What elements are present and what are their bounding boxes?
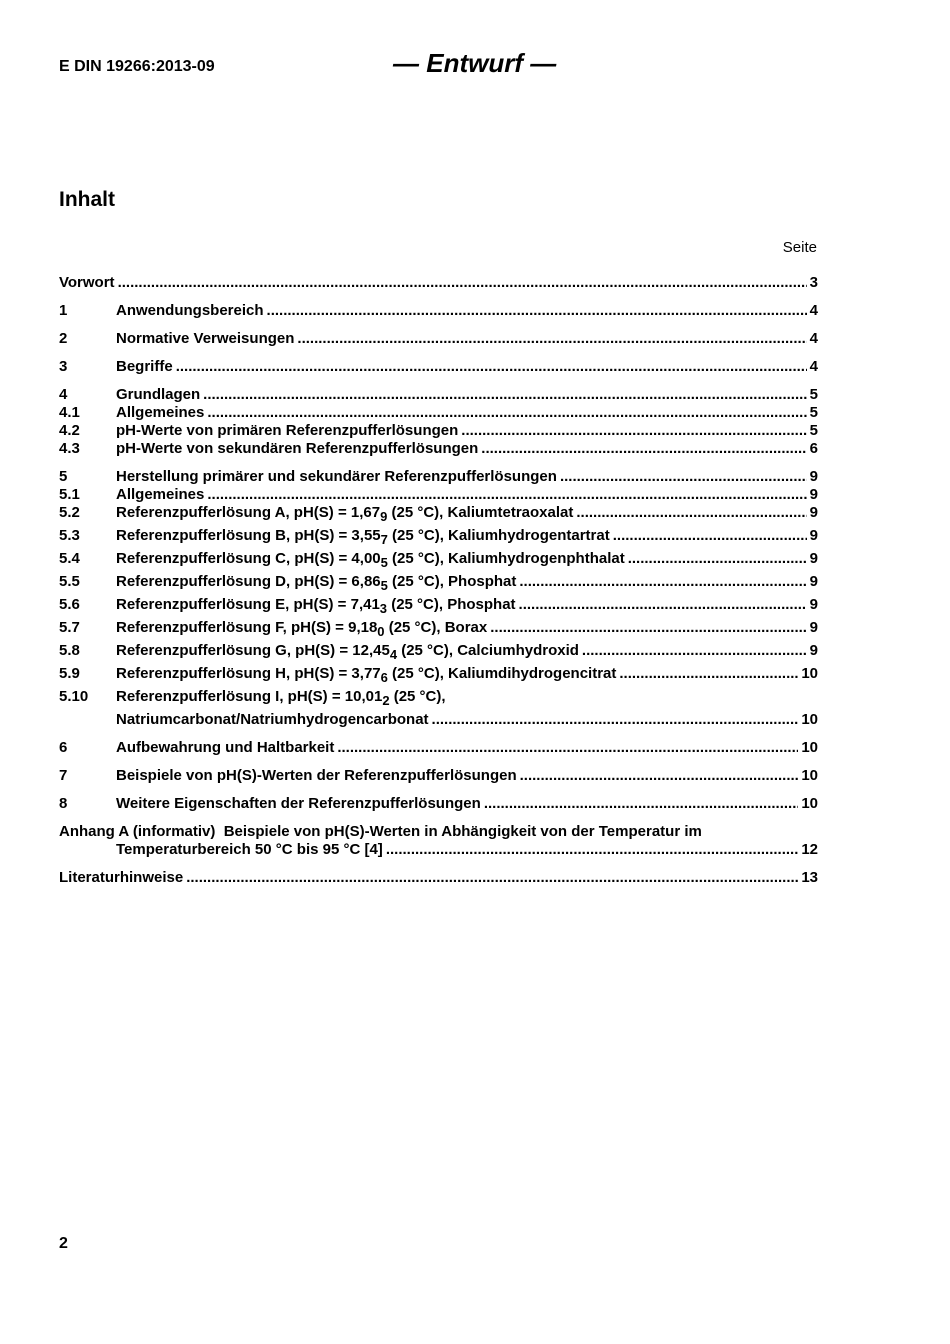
leader-dots bbox=[207, 404, 806, 422]
toc-entry-text: Temperaturbereich 50 °C bis 95 °C [4] bbox=[116, 841, 383, 858]
toc-entry-text: Begriffe bbox=[116, 358, 173, 375]
leader-dots bbox=[484, 795, 799, 813]
ph-subscript: 5 bbox=[380, 578, 388, 593]
toc-section-number: 8 bbox=[59, 795, 68, 812]
toc-entry-5-6[interactable] bbox=[59, 596, 818, 614]
toc-page-number: 10 bbox=[801, 665, 818, 682]
toc-page-number: 10 bbox=[801, 795, 818, 812]
leader-dots bbox=[337, 739, 798, 757]
page-title: Inhalt bbox=[59, 188, 115, 211]
leader-dots bbox=[207, 486, 806, 504]
toc-entry-text: Referenzpufferlösung B, $pH(S) = 3,55_7$ (25 °C), Kaliumhydrogentartrat bbox=[116, 527, 610, 547]
toc-section-number: 5.10 bbox=[59, 688, 89, 705]
toc-entry-text: Anwendungsbereich bbox=[116, 302, 264, 319]
toc-section-number: 4 bbox=[59, 386, 68, 403]
leader-dots bbox=[519, 573, 806, 591]
toc-entry-text: Normative Verweisungen bbox=[116, 330, 295, 347]
leader-dots bbox=[619, 665, 798, 683]
toc-section-number: 5.2 bbox=[59, 504, 80, 521]
toc-page-number: 10 bbox=[801, 739, 818, 756]
toc-entry-4-2[interactable] bbox=[59, 422, 818, 440]
leader-dots bbox=[461, 422, 806, 440]
toc-entry-5-1[interactable] bbox=[59, 486, 818, 504]
toc-entry-text: Beispiele von pH(S)-Werten der Referenzpufferlösungen bbox=[116, 767, 517, 784]
toc-page-number: 9 bbox=[809, 642, 818, 659]
toc-page-number: 9 bbox=[809, 527, 818, 544]
toc-section-number: 5 bbox=[59, 468, 68, 485]
toc-entry-text: Anhang A (informativ) Beispiele von pH(S)-Werten in Abhängigkeit von der Temperatur im bbox=[59, 823, 702, 840]
toc-entry-text: pH-Werte von primären Referenzpufferlösungen bbox=[116, 422, 459, 439]
toc-entry-text: Aufbewahrung und Haltbarkeit bbox=[116, 739, 335, 756]
toc-page-number: 9 bbox=[809, 573, 818, 590]
toc-page-number: 5 bbox=[809, 386, 818, 403]
toc-entry-text: Vorwort bbox=[59, 274, 115, 291]
leader-dots bbox=[628, 550, 807, 568]
toc-page-number: 9 bbox=[809, 619, 818, 636]
toc-page-number: 5 bbox=[809, 422, 818, 439]
toc-section-number: 4.1 bbox=[59, 404, 80, 421]
toc-entry-bibliography[interactable] bbox=[59, 869, 818, 887]
toc-entry-text: Referenzpufferlösung D, $pH(S) = 6,86_5$ (25 °C), Phosphat bbox=[116, 573, 517, 593]
leader-dots bbox=[576, 504, 806, 522]
toc-entry-5-10[interactable] bbox=[59, 688, 818, 706]
toc-page-number: 9 bbox=[809, 596, 818, 613]
toc-entry-text: Referenzpufferlösung G, $pH(S) = 12,45_4$ (25 °C), Calciumhydroxid bbox=[116, 642, 579, 662]
toc-entry-5-9[interactable] bbox=[59, 665, 818, 683]
toc-entry-text: Allgemeines bbox=[116, 486, 205, 503]
toc-entry-annex-a-continuation[interactable] bbox=[59, 841, 818, 859]
toc-page-number: 4 bbox=[809, 330, 818, 347]
toc-section-number: 5.3 bbox=[59, 527, 80, 544]
toc-entry-4[interactable] bbox=[59, 386, 818, 404]
toc-entry-vorwort[interactable] bbox=[59, 274, 818, 292]
toc-page-number: 9 bbox=[809, 504, 818, 521]
toc-section-number: 1 bbox=[59, 302, 68, 319]
leader-dots bbox=[520, 767, 799, 785]
document-id: E DIN 19266:2013-09 bbox=[59, 58, 215, 75]
ph-subscript: 6 bbox=[380, 670, 388, 685]
toc-section-number: 5.4 bbox=[59, 550, 80, 567]
toc-entry-5-5[interactable] bbox=[59, 573, 818, 591]
leader-dots bbox=[582, 642, 807, 660]
toc-entry-4-1[interactable] bbox=[59, 404, 818, 422]
leader-dots bbox=[560, 468, 807, 486]
toc-page-number: 9 bbox=[809, 468, 818, 485]
toc-entry-5[interactable] bbox=[59, 468, 818, 486]
toc-page-number: 9 bbox=[809, 550, 818, 567]
toc-page-number: 3 bbox=[809, 274, 818, 291]
toc-entry-text: Referenzpufferlösung E, $pH(S) = 7,41_3$ (25 °C), Phosphat bbox=[116, 596, 516, 616]
toc-entry-8[interactable] bbox=[59, 795, 818, 813]
page-number: 2 bbox=[59, 1235, 68, 1252]
toc-entry-text: Literaturhinweise bbox=[59, 869, 184, 886]
ph-subscript: 7 bbox=[380, 532, 388, 547]
toc-page-number: 4 bbox=[809, 302, 818, 319]
toc-section-number: 4.3 bbox=[59, 440, 80, 457]
ph-subscript: 9 bbox=[380, 509, 388, 524]
toc-entry-text: Referenzpufferlösung I, $pH(S) = 10,01_2$ (25 °C), bbox=[116, 688, 446, 708]
toc-page-number: 10 bbox=[801, 711, 818, 728]
toc-entry-text: Grundlagen bbox=[116, 386, 201, 403]
toc-entry-text: Natriumcarbonat/Natriumhydrogencarbonat bbox=[116, 711, 429, 728]
toc-entry-5-10-continuation[interactable] bbox=[59, 711, 818, 729]
toc-page-number: 4 bbox=[809, 358, 818, 375]
leader-dots bbox=[490, 619, 806, 637]
toc-entry-text: Referenzpufferlösung F, $pH(S) = 9,18_0$ (25 °C), Borax bbox=[116, 619, 488, 639]
toc-entry-text: pH-Werte von sekundären Referenzpufferlösungen bbox=[116, 440, 479, 457]
ph-subscript: 5 bbox=[380, 555, 388, 570]
toc-section-number: 5.8 bbox=[59, 642, 80, 659]
leader-dots bbox=[432, 711, 799, 729]
leader-dots bbox=[267, 302, 807, 320]
toc-page-number: 13 bbox=[801, 869, 818, 886]
toc-entry-5-2[interactable] bbox=[59, 504, 818, 522]
toc-section-number: 5.9 bbox=[59, 665, 80, 682]
toc-section-number: 5.7 bbox=[59, 619, 80, 636]
toc-section-number: 3 bbox=[59, 358, 68, 375]
ph-subscript: 4 bbox=[389, 647, 398, 662]
table-of-contents bbox=[59, 274, 818, 887]
draft-label: — Entwurf — bbox=[393, 48, 557, 78]
toc-entry-5-3[interactable] bbox=[59, 527, 818, 545]
toc-page-number: 10 bbox=[801, 767, 818, 784]
toc-entry-2[interactable] bbox=[59, 330, 818, 348]
toc-entry-text: Weitere Eigenschaften der Referenzpufferlösungen bbox=[116, 795, 481, 812]
toc-entry-text: Herstellung primärer und sekundärer Referenzpufferlösungen bbox=[116, 468, 557, 485]
toc-section-number: 5.5 bbox=[59, 573, 80, 590]
ph-subscript: 0 bbox=[377, 624, 385, 639]
leader-dots bbox=[613, 527, 807, 545]
toc-entry-6[interactable] bbox=[59, 739, 818, 757]
toc-section-number: 5.1 bbox=[59, 486, 80, 503]
toc-entry-1[interactable] bbox=[59, 302, 818, 320]
leader-dots bbox=[519, 596, 807, 614]
page-column-label: Seite bbox=[782, 239, 817, 256]
toc-page-number: 5 bbox=[809, 404, 818, 421]
ph-subscript: 2 bbox=[382, 693, 390, 708]
leader-dots bbox=[481, 440, 806, 458]
toc-entry-5-7[interactable] bbox=[59, 619, 818, 637]
toc-section-number: 2 bbox=[59, 330, 68, 347]
leader-dots bbox=[186, 869, 798, 887]
leader-dots bbox=[386, 841, 799, 859]
leader-dots bbox=[203, 386, 806, 404]
leader-dots bbox=[297, 330, 806, 348]
toc-section-number: 7 bbox=[59, 767, 68, 784]
toc-entry-text: Allgemeines bbox=[116, 404, 205, 421]
toc-page-number: 12 bbox=[801, 841, 818, 858]
ph-subscript: 3 bbox=[379, 601, 388, 616]
toc-section-number: 5.6 bbox=[59, 596, 80, 613]
toc-section-number: 6 bbox=[59, 739, 68, 756]
toc-page-number: 6 bbox=[809, 440, 818, 457]
toc-entry-3[interactable] bbox=[59, 358, 818, 376]
toc-entry-annex-a[interactable] bbox=[59, 823, 818, 841]
toc-entry-7[interactable] bbox=[59, 767, 818, 785]
toc-entry-text: Referenzpufferlösung C, $pH(S) = 4,00_5$ (25 °C), Kaliumhydrogenphthalat bbox=[116, 550, 625, 570]
toc-section-number: 4.2 bbox=[59, 422, 80, 439]
leader-dots bbox=[118, 274, 807, 292]
toc-entry-4-3[interactable] bbox=[59, 440, 818, 458]
toc-entry-5-8[interactable] bbox=[59, 642, 818, 660]
leader-dots bbox=[176, 358, 807, 376]
toc-entry-5-4[interactable] bbox=[59, 550, 818, 568]
toc-page-number: 9 bbox=[809, 486, 818, 503]
toc-entry-text: Referenzpufferlösung H, $pH(S) = 3,77_6$ (25 °C), Kaliumdihydrogencitrat bbox=[116, 665, 617, 685]
toc-entry-text: Referenzpufferlösung A, $pH(S) = 1,67_9$ (25 °C), Kaliumtetraoxalat bbox=[116, 504, 574, 524]
